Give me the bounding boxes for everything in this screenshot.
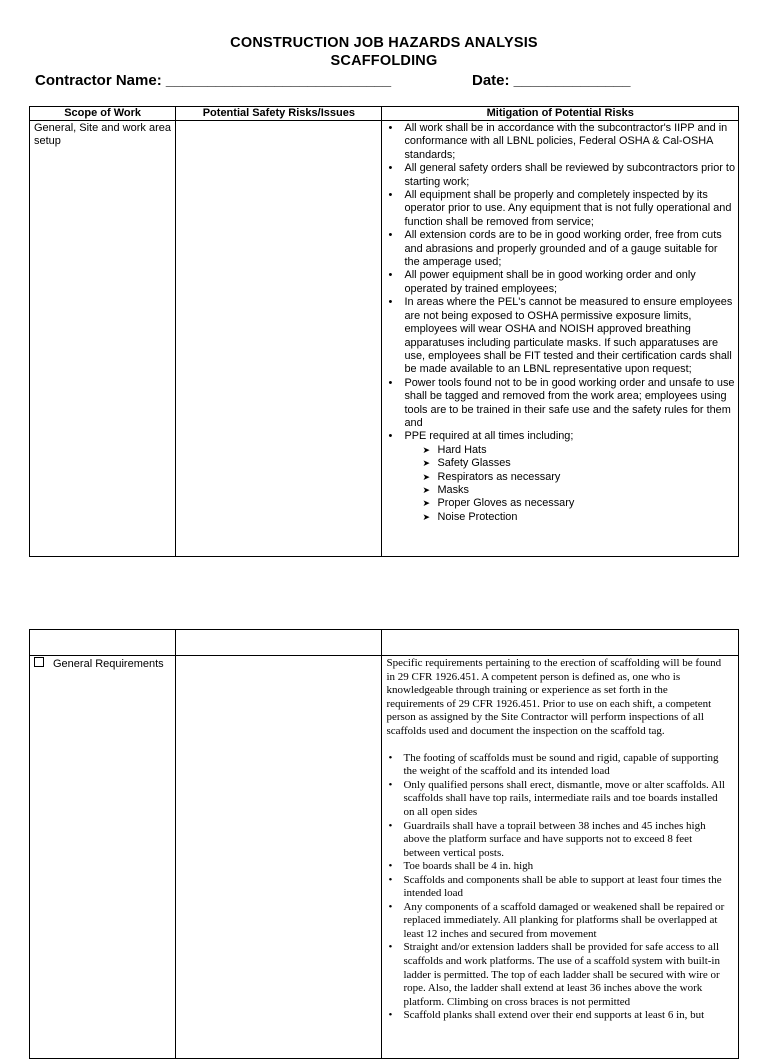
table-row: [30, 656, 739, 1059]
list-item: • All extension cords are to be in good working order, free from cuts and abrasions and properly grounded and of a gauge suitable for the amperage used;: [387, 229, 735, 269]
header-potential-risks: Potential Safety Risks/Issues: [176, 107, 382, 121]
list-item: • Guardrails shall have a toprail between 38 inches and 45 inches high above the platform surface and have supports not to exceed 8 feet between vertical posts.: [386, 820, 726, 861]
date-field: Date: ______________: [472, 72, 631, 89]
list-item: • All power equipment shall be in good working order and only operated by trained employees;: [387, 269, 735, 296]
list-item: • Toe boards shall be 4 in. high: [386, 860, 726, 874]
ppe-list: [404, 444, 735, 524]
ppe-heading: PPE required at all times including;: [404, 430, 574, 443]
risks-cell: [176, 656, 382, 1059]
requirements-list: [386, 752, 726, 1023]
list-item: • In areas where the PEL's cannot be measured to ensure employees are not being exposed to OSHA permissive exposure limits, employees will wear OSHA and NOISH approved breathing apparatuses including particulate masks. If such apparatuses are use, employees shall be FIT tested and their certification cards shall be made available to an LBNL representative upon request;: [387, 296, 735, 376]
scope-cell: General, Site and work area setup: [30, 121, 176, 557]
header-scope-of-work: Scope of Work: [30, 107, 176, 121]
blank-cell: [382, 630, 739, 656]
list-item-ppe: [387, 430, 735, 524]
scope-cell: [30, 656, 176, 1059]
ppe-item: ➤ Hard Hats: [421, 444, 735, 457]
list-item: • Only qualified persons shall erect, dismantle, move or alter scaffolds. All scaffolds shall have top rails, intermediate rails and toe boards installed on all open sides: [386, 779, 726, 820]
ppe-item: ➤ Respirators as necessary: [421, 471, 735, 484]
risks-cell: [176, 121, 382, 557]
list-item: • Power tools found not to be in good working order and unsafe to use shall be tagged and removed from the work area; employees using tools are to be trained in their safe use and the safety rules for them and: [387, 377, 735, 431]
contractor-name-field: Contractor Name: ___________________________: [35, 72, 392, 89]
mitigation-cell: [382, 656, 739, 1059]
list-item: • Any components of a scaffold damaged or weakened shall be repaired or replaced immediately. All planking for platforms shall be overlapped at least 12 inches and secured from movement: [386, 901, 726, 942]
document-subtitle: SCAFFOLDING: [330, 53, 438, 69]
list-item: • Straight and/or extension ladders shall be provided for safe access to all scaffolds and work platforms. The use of a scaffold system with built-in ladder is permitted. The top of each ladder shall be secured with wire or rope. Also, the ladder shall extend at least 36 inches above the work platform. Climbing on cross braces is not permitted: [386, 941, 726, 1009]
scope-label: General Requirements: [53, 658, 164, 670]
list-item: • All general safety orders shall be reviewed by subcontractors prior to starting work;: [387, 162, 735, 189]
checkbox-icon[interactable]: [34, 657, 44, 667]
hazards-table-requirements: [29, 629, 739, 1059]
document-title: CONSTRUCTION JOB HAZARDS ANALYSIS: [230, 35, 538, 51]
ppe-item: ➤ Safety Glasses: [421, 457, 735, 470]
header-mitigation: Mitigation of Potential Risks: [382, 107, 739, 121]
blank-header-row: [30, 630, 739, 656]
contractor-date-line: [35, 72, 735, 89]
list-item: • The footing of scaffolds must be sound and rigid, capable of supporting the weight of the scaffold and its intended load: [386, 752, 726, 779]
ppe-item: ➤ Noise Protection: [421, 511, 735, 524]
list-item: • Scaffolds and components shall be able to support at least four times the intended load: [386, 874, 726, 901]
table-row: [30, 121, 739, 557]
ppe-item: ➤ Masks: [421, 484, 735, 497]
table-header-row: [30, 107, 739, 121]
blank-cell: [30, 630, 176, 656]
hazards-table-general: [29, 106, 739, 557]
list-item: • Scaffold planks shall extend over their end supports at least 6 in, but: [386, 1009, 726, 1023]
mitigation-list: [387, 122, 735, 524]
mitigation-cell: [382, 121, 739, 557]
list-item: • All equipment shall be properly and completely inspected by its operator prior to use. Any equipment that is not fully operational and function shall be removed from service;: [387, 189, 735, 229]
blank-cell: [176, 630, 382, 656]
ppe-item: ➤ Proper Gloves as necessary: [421, 497, 735, 510]
requirements-intro: Specific requirements pertaining to the erection of scaffolding will be found in 29 CFR 1926.451. A competent person is defined as, one who is knowledgeable through training or experience as set forth in the requirements of 29 CFR 1926.451. Prior to use on each shift, a competent person as assigned by the Site Contractor will perform inspections of all scaffolds used and document the inspection on the scaffold tag.: [386, 657, 722, 737]
list-item: • All work shall be in accordance with the subcontractor's IIPP and in conformance with all LBNL policies, Federal OSHA & Cal-OSHA standards;: [387, 122, 735, 162]
